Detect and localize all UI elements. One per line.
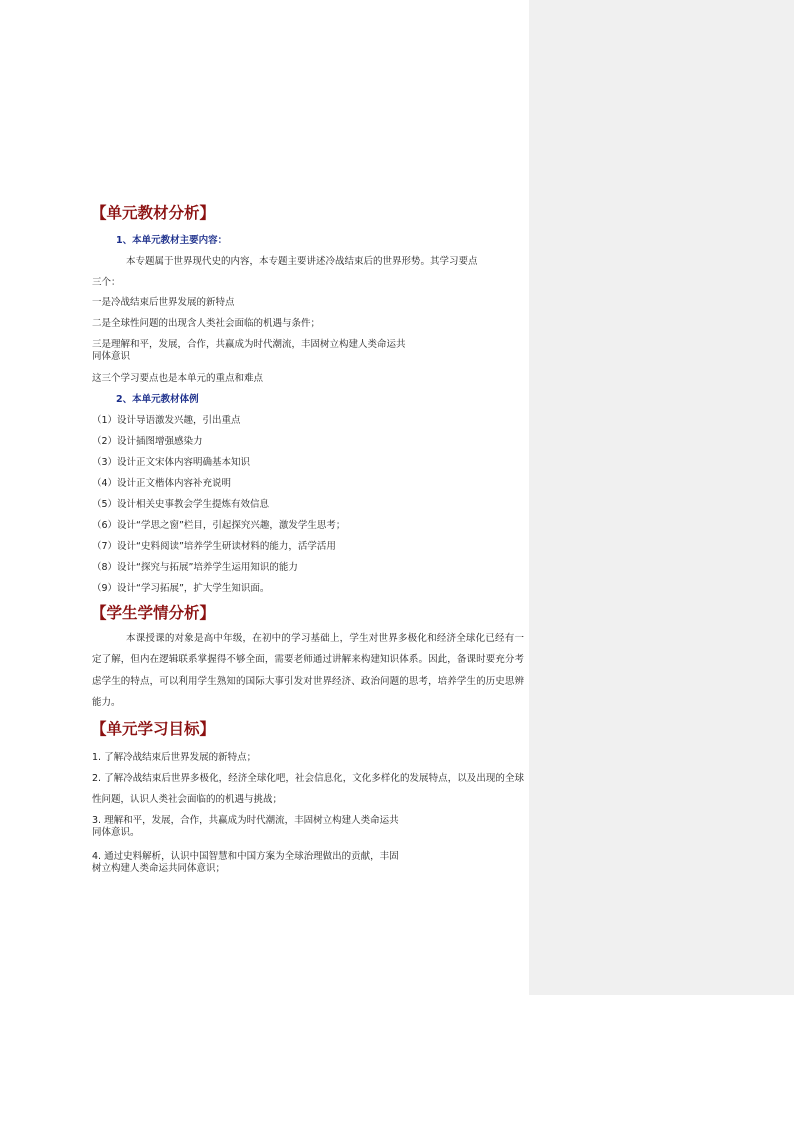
- list-item: （8）设计“探究与拓展”培养学生运用知识的能力: [92, 562, 298, 573]
- key-point-2: 二是全球性问题的出现含人类社会面临的机遇与条件；: [92, 318, 321, 329]
- goal-3b: 同体意识。: [92, 827, 140, 838]
- key-point-3b: 同体意识: [92, 351, 131, 362]
- section-title-textbook-analysis: 【单元教材分析】: [91, 204, 216, 222]
- intro-text-line-1: 本专题属于世界现代史的内容，本专题主要讲述冷战结束后的世界形势。其学习要点: [126, 256, 478, 267]
- goal-2: 2. 了解冷战结束后世界多极化，经济全球化吧，社会信息化，文化多样化的发展特点，以及出现的全球性问题，认识人类社会面临的的机遇与挑战；: [92, 773, 524, 806]
- intro-text-line-2: 三个：: [92, 277, 121, 288]
- key-point-3a: 三是理解和平，发展，合作，共赢成为时代潮流，丰固树立构建人类命运共: [92, 339, 406, 350]
- section-title-learning-goals: 【单元学习目标】: [91, 720, 216, 738]
- key-point-summary: 这三个学习要点也是本单元的重点和难点: [92, 373, 264, 384]
- list-item: （5）设计相关史事教会学生提炼有效信息: [92, 499, 270, 510]
- list-item: （7）设计“史料阅读”培养学生研读材料的能力，活学活用: [92, 541, 336, 552]
- learner-analysis-paragraph: 本课授课的对象是高中年级，在初中的学习基础上，学生对世界多极化和经济全球化已经有一定了解，但内在逻辑联系掌握得不够全面，需要老师通过讲解来构建知识体系。因此，备课时要充分考虑学生的特点，可以利用学生熟知的国际大事引发对世界经济、政治问题的思考，培养学生的历史思辨能力。: [92, 633, 524, 708]
- subheading-structure: 2、本单元教材体例: [116, 394, 199, 405]
- key-point-1: 一是冷战结束后世界发展的新特点: [92, 297, 235, 308]
- list-item: （9）设计“学习拓展”，扩大学生知识面。: [92, 583, 270, 594]
- goal-3a: 3. 理解和平，发展，合作，共赢成为时代潮流，丰固树立构建人类命运共: [92, 815, 399, 826]
- list-item: （6）设计“学思之窗”栏目，引起探究兴趣，激发学生思考；: [92, 520, 346, 531]
- goal-4a: 4. 通过史料解析，认识中国智慧和中国方案为全球治理做出的贡献，丰固: [92, 851, 399, 862]
- subheading-main-content: 1、本单元教材主要内容：: [116, 235, 228, 246]
- list-item: （1）设计导语激发兴趣，引出重点: [92, 415, 241, 426]
- list-item: （3）设计正文宋体内容明确基本知识: [92, 457, 251, 468]
- list-item: （2）设计插图增强感染力: [92, 436, 203, 447]
- list-item: （4）设计正文楷体内容补充说明: [92, 478, 232, 489]
- goal-1: 1. 了解冷战结束后世界发展的新特点；: [92, 752, 257, 763]
- goal-4b: 树立构建人类命运共同体意识；: [92, 863, 226, 874]
- section-title-learner-analysis: 【学生学情分析】: [91, 604, 216, 622]
